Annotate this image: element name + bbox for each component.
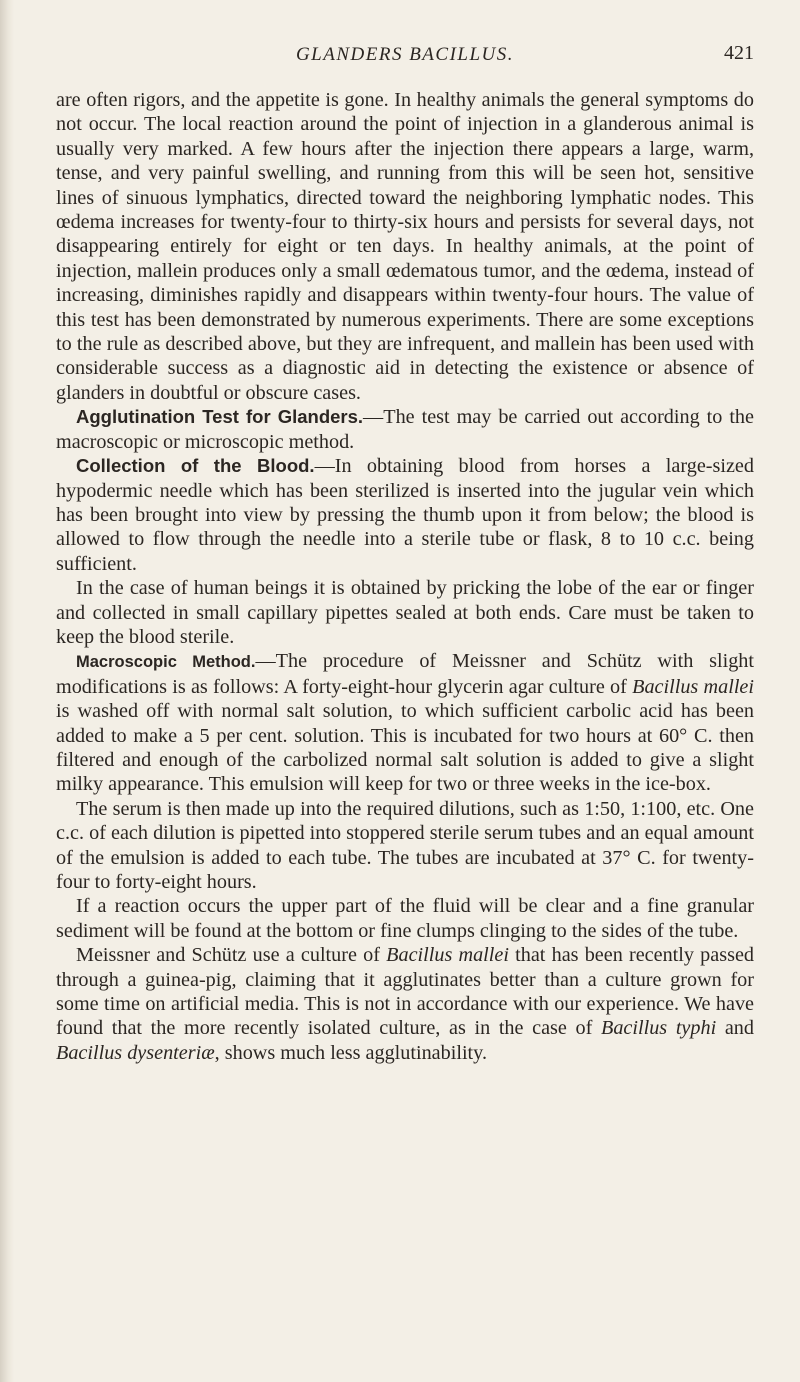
paragraph-text: are often rigors, and the appetite is gone. In healthy animals the general symptoms do not occur. The local reaction around the point of injection in a glanderous animal is usually very marked. A few hours after the injection there appears a large, warm, tense, and very painful swelling, and running from this will be seen hot, sensitive lines of sinuous lymphatics, directed toward the neighboring lymphatic nodes. This œdema increases for twenty-four to thirty-six hours and persists for several days, not disappearing entirely for eight or ten days. In healthy animals, at the point of injection, mallein produces only a small œdematous tumor, and the œdema, instead of increasing, diminishes rapidly and disappears within twenty-four hours. The value of this test has been demonstrated by numerous experiments. There are some exceptions to the rule as described above, but they are infrequent, and mallein has been used with considerable success as a diagnostic aid in detecting the existence or absence of glanders in doubtful or obscure cases. — [56, 89, 754, 404]
paragraph-macroscopic-method — [56, 649, 754, 796]
page-number: 421 — [724, 42, 754, 64]
section-heading-collection: Collection of the Blood. — [76, 455, 315, 477]
paragraph-human-blood — [56, 576, 754, 649]
running-head — [56, 40, 754, 70]
paragraph-text: that has been recently passed through a guinea-pig, claiming that it agglutinates better than a culture grown for some time on artificial media. This is not in accordance with our experience. We have found that the more recently isolated culture, as in the case of — [56, 944, 754, 1040]
paragraph-text: and — [716, 1017, 754, 1040]
paragraph-collection-of-blood — [56, 454, 754, 576]
paragraph-culture-notes — [56, 943, 754, 1065]
species-name: Bacillus typhi — [601, 1017, 717, 1040]
paragraph-text: is washed off with normal salt solution, to which sufficient carbolic acid has been added to make a 5 per cent. solution. This is incubated for two hours at 60° C. then filtered and enough of the carbolized normal salt solution is added to give a slight milky appearance. This emulsion will keep for two or three weeks in the ice-box. — [56, 700, 754, 796]
body-text — [56, 88, 754, 1065]
species-name: Bacillus mallei — [386, 944, 509, 967]
paragraph-serum-dilutions — [56, 797, 754, 895]
paragraph-text: If a reaction occurs the upper part of the fluid will be clear and a fine granular sediment will be found at the bottom or fine clumps clinging to the sides of the tube. — [56, 895, 754, 942]
paragraph-text: , shows much less agglutinability. — [214, 1041, 487, 1064]
paragraph-text: —In obtaining blood from horses a large-sized hypodermic needle which has been sterilized is inserted into the jugular vein which has been brought into view by pressing the thumb upon it from below; the blood is allowed to flow through the needle into a sterile tube or flask, 8 to 10 c.c. being sufficient. — [56, 455, 754, 575]
paragraph-reaction-result — [56, 894, 754, 943]
binding-shadow — [0, 0, 14, 1382]
paragraph-text: In the case of human beings it is obtained by pricking the lobe of the ear or finger and collected in small capillary pipettes sealed at both ends. Care must be taken to keep the blood sterile. — [56, 577, 754, 648]
species-name: Bacillus dysenteriæ — [56, 1041, 215, 1064]
paragraph-text: —The test may be carried out according to the macroscopic or microscopic method. — [56, 406, 754, 453]
paragraph-text: Meissner and Schütz use a culture of — [76, 944, 387, 967]
species-name: Bacillus mallei — [632, 675, 754, 698]
paragraph-mallein-reaction — [56, 88, 754, 405]
paragraph-text: The serum is then made up into the required dilutions, such as 1:50, 1:100, etc. One c.c. of each dilution is pipetted into stoppered sterile serum tubes and an equal amount of the emulsion is added to each tube. The tubes are incubated at 37° C. for twenty-four to forty-eight hours. — [56, 797, 754, 893]
section-heading-macroscopic: Macroscopic Method. — [76, 653, 256, 672]
running-title: GLANDERS BACILLUS. — [295, 44, 515, 65]
section-heading-agglutination: Agglutination Test for Glanders. — [76, 406, 364, 428]
paragraph-text: —The procedure of Meissner and Schütz with slight modifications is as follows: A forty-eight-hour glycerin agar culture of — [56, 650, 754, 698]
paragraph-agglutination-test — [56, 405, 754, 454]
